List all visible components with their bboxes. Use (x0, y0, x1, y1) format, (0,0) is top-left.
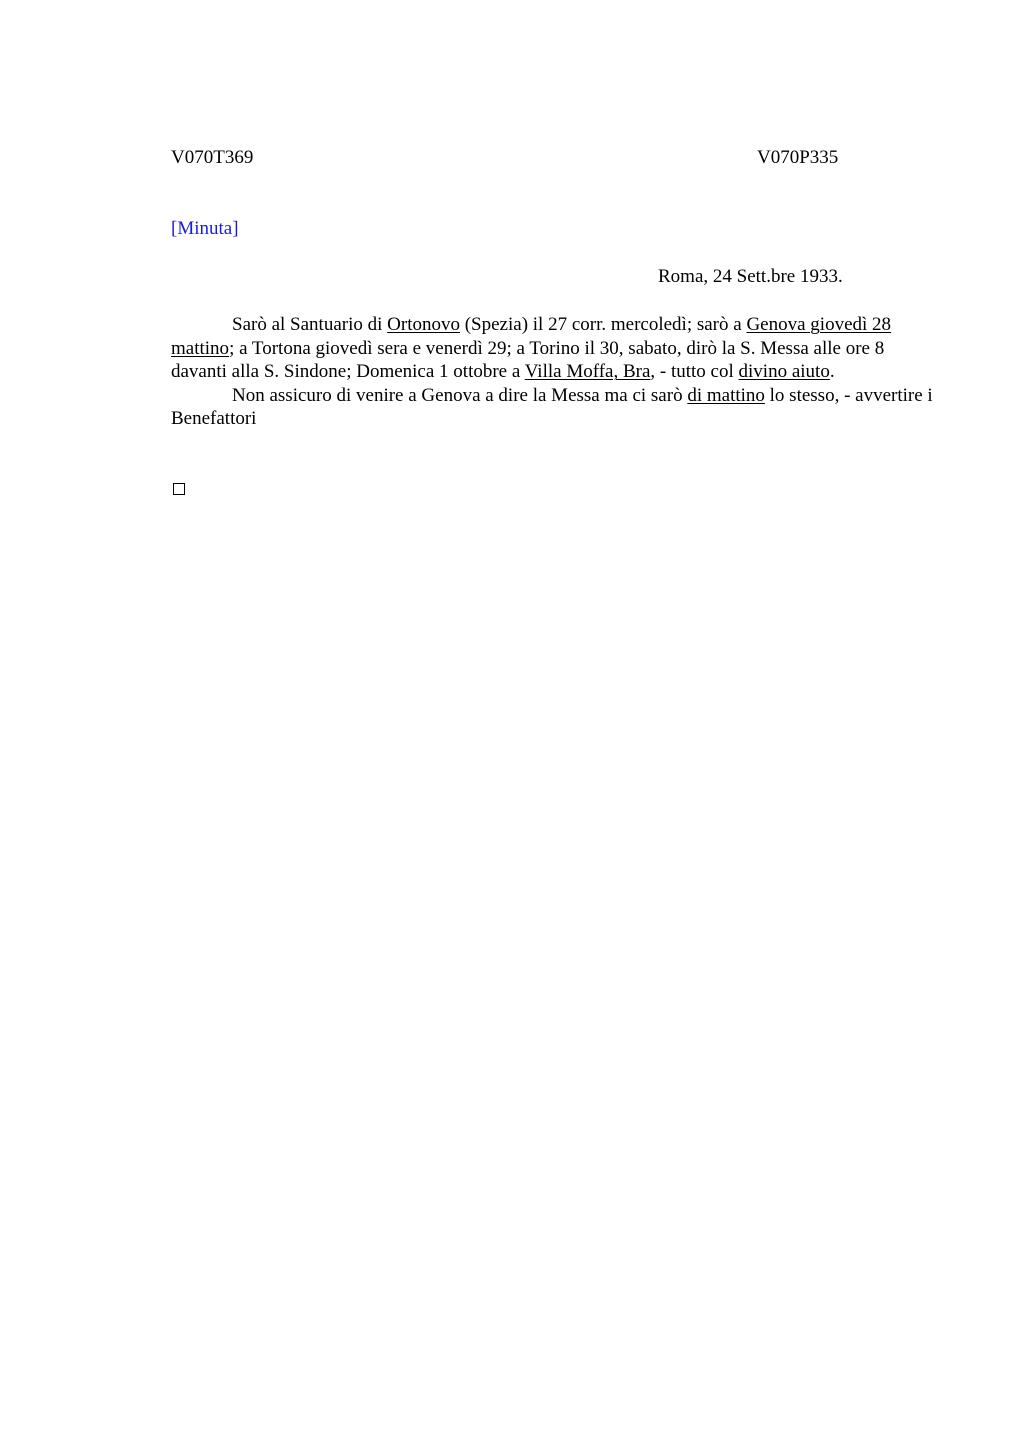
document-code-right: V070P335 (757, 147, 839, 168)
paragraph-2 (171, 384, 936, 431)
p1-underlined-ortonovo: Ortonovo (387, 314, 460, 335)
p1-underlined-villa-moffa: Villa Moffa, Bra (524, 361, 651, 383)
letter-body (171, 313, 936, 431)
empty-checkbox-glyph (173, 483, 185, 495)
p1-text-2: (Spezia) il 27 corr. mercoledì; sarò a (459, 314, 747, 335)
p1-text-3: ; a Tortona giovedì sera e venerdì 29; a Torino il 30, sabato, dirò la S. Messa alle ore 8 davanti alla S. Sindone; Domenica 1 ottobre a (171, 337, 885, 383)
minuta-note: [Minuta] (171, 218, 239, 239)
p1-underlined-divino-aiuto: divino aiuto (738, 361, 830, 383)
p1-underlined-genova: Genova giovedì 28 mattino (171, 314, 892, 359)
paragraph-1 (171, 313, 936, 384)
p2-text-1: Non assicuro di venire a Genova a dire la Messa ma ci sarò (232, 384, 688, 406)
p1-text-5: . (829, 361, 835, 383)
letter-date: Roma, 24 Sett.bre 1933. (658, 266, 843, 287)
p2-text-2: lo stesso, - avvertire i Benefattori (171, 384, 933, 430)
p2-underlined-di-mattino: di mattino (687, 384, 765, 406)
p1-text-4: , - tutto col (650, 361, 739, 383)
document-code-left: V070T369 (171, 147, 254, 168)
p1-text-1: Sarò al Santuario di (232, 314, 388, 335)
